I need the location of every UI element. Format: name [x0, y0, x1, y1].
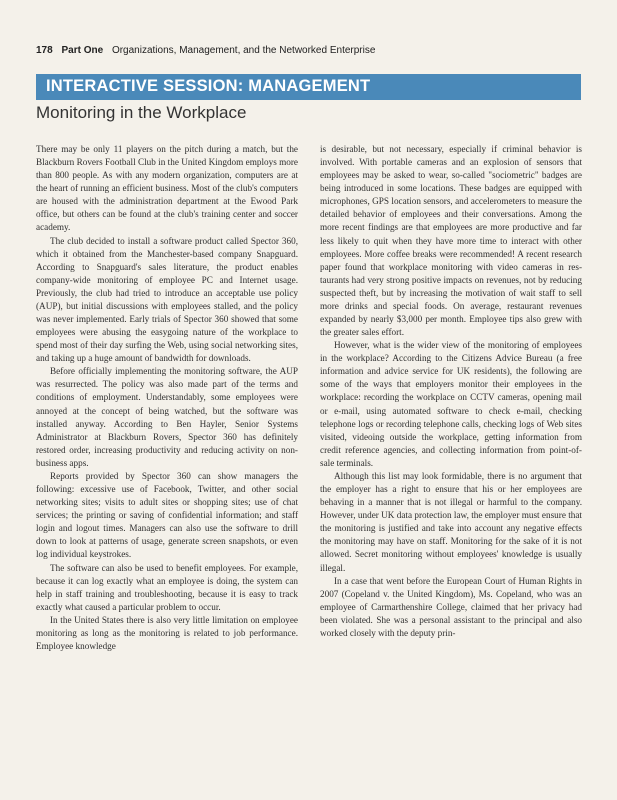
paragraph: There may be only 11 players on the pitch during a match, but the Blackburn Rovers Football Club in the United Kingdom employs more than 800 people. As with any modern organization, computers are at the heart of running an efficient business. Most of the club's computers are housed with the administration department at the Ewood Park office, but others can be found at the club's training center and soccer academy. [36, 144, 298, 233]
session-banner [36, 74, 581, 100]
paragraph: The software can also be used to benefit employees. For example, because it can log exactly what an employee is doing, the system can help in staff training and troubleshooting, because it is easy to track exactly what caused a particular problem to occur. [36, 562, 298, 612]
paragraph: Although this list may look formidable, there is no argument that the employer has a right to ensure that his or her employees are behaving in a manner that is not illegal or harmful to the company. However, under UK data protection law, the employer must ensure that the monitoring is justified and take into account any negative effects the monitoring may have on staff. Monitoring for the sake of it is not allowed. Secret monitoring without employees' knowledge is usually illegal. [320, 470, 582, 573]
part-label: Part One [61, 45, 104, 56]
paragraph: However, what is the wider view of the monitoring of employees in the workplace? According to the Citizens Advice Bureau (a free information and advice service for UK residents), the following are some of the ways that employers monitor their employees in the workplace: recording the workplace on CCTV cameras, opening mail or e-mail, using automated software to check e-mail, checking telephone logs or recording telephone calls, checking logs of Web sites visited, videoing outside the workplace, getting information from credit reference agencies, and collecting information from point-of-sale terminals. [320, 340, 582, 468]
right-column [320, 143, 582, 640]
paragraph: In a case that went before the European Court of Human Rights in 2007 (Copeland v. the United Kingdom), Ms. Copeland, who was an employee of Carmarthenshire College, claimed that her privacy had been violated. She was a personal assistant to the principal and also worked closely with the deputy prin- [320, 575, 582, 638]
paragraph: The club decided to install a software product called Spector 360, which it obtained from the Manchester-based company Snapguard. According to Snapguard's sales literature, the product enables company-wide monitoring of employee PC and Internet usage. Previously, the club had tried to introduce an acceptable use policy (AUP), but initial discussions with employees stalled, and the policy was never implemented. Early trials of Spector 360 showed that some employees were abusing the easygoing nature of the workplace to spend most of their day surfing the Web, using social networking sites, and taking up a huge amount of bandwidth for downloads. [36, 235, 298, 364]
paragraph: Before officially implementing the monitoring software, the AUP was resurrected. The policy was also made part of the terms and conditions of employment. Understandably, some employees were annoyed at the concept of being watched, but the software was installed anyway. According to Ben Hayler, Senior Systems Administrator at Blackburn Rovers, Spector 360 has definitely restored order, increasing productivity and reducing activity on non-business apps. [36, 366, 298, 468]
article-title: Monitoring in the Workplace [36, 103, 247, 122]
page-number: 178 [36, 45, 53, 56]
paragraph: Reports provided by Spector 360 can show managers the following: excessive use of Facebook, Twitter, and other social networking sites; visits to adult sites or shopping sites; use of chat services; the printing or saving of confidential information; and staff login and logout times. Managers can also use the software to drill down to look at patterns of usage, generate screen snapshots, or even log individual keystrokes. [36, 470, 298, 560]
paragraph: In the United States there is also very little limitation on employee monitoring as long as the monitoring is related to job performance. Employee knowledge [36, 614, 298, 651]
paragraph: is desirable, but not necessary, especially if criminal behavior is involved. With portable cameras and an explosion of sensors that employees may be asked to wear, so-called "sociometric" badges are being introduced in some locations. These badges are equipped with microphones, GPS location sensors, and accelerometers to measure the detailed behavior of employees and their conversations. Among the more recent findings are that employees are more productive and far less likely to quit when they have more time to interact with other employees. More coffee breaks were recommended! A recent research paper found that workplace monitoring with video cameras in restaurants had very strong positive impacts on revenues, not by reducing suspected theft, but by increasing the motivation of wait staff to sell more drinks and special foods. On average, restaurant revenues expanded by nearly $3,000 per month. Employee tips also grew with the greater sales effort. [320, 144, 582, 338]
running-head [36, 45, 375, 56]
banner-label: INTERACTIVE SESSION: MANAGEMENT [46, 77, 371, 95]
part-title: Organizations, Management, and the Networked Enterprise [111, 45, 376, 56]
left-column [36, 143, 298, 653]
